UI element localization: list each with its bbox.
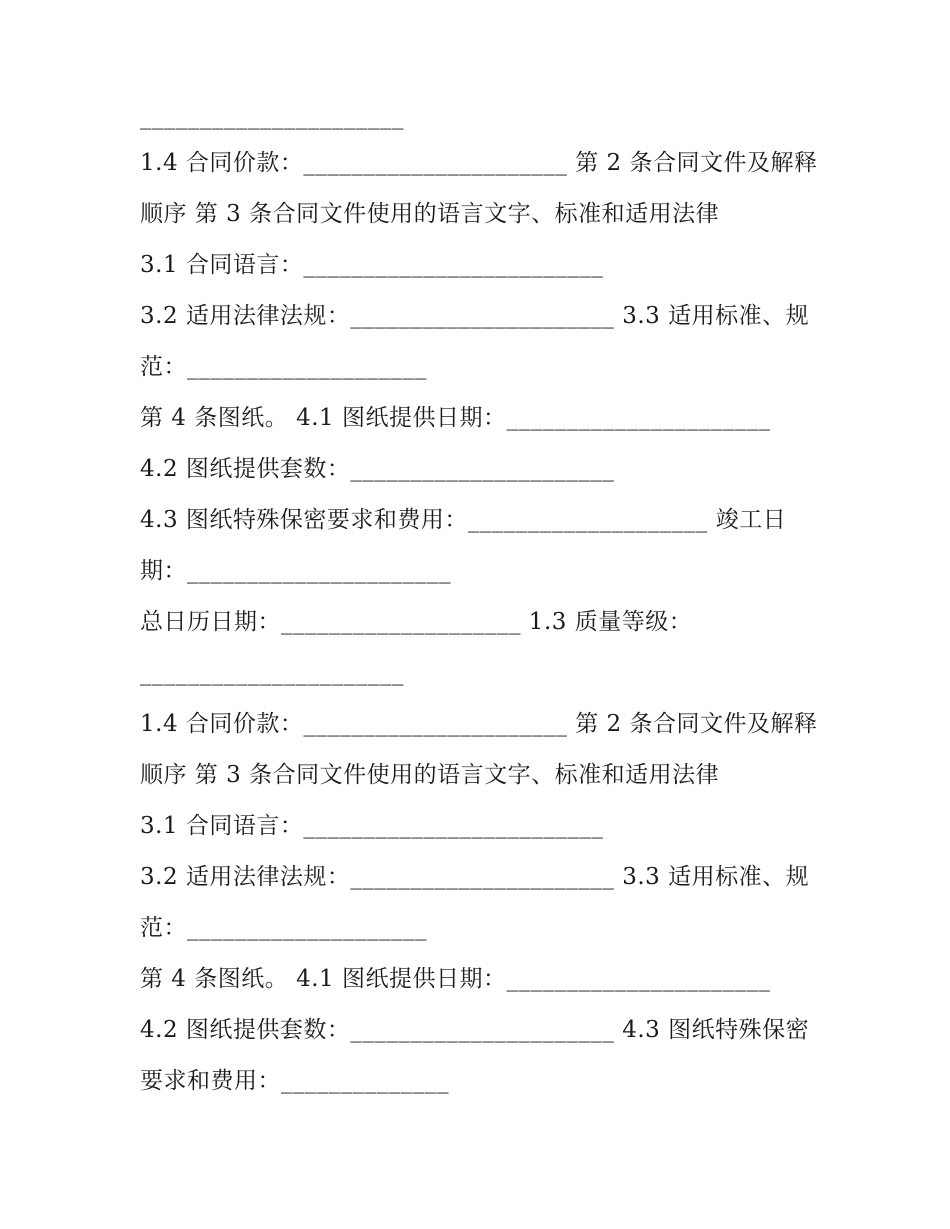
text-line: 第 4 条图纸。 4.1 图纸提供日期：______________________ (140, 405, 771, 431)
text-line: 1.4 合同价款：______________________ 第 2 条合同文件及解释 (140, 711, 818, 737)
text-line: 范：____________________ (140, 354, 427, 380)
document-page (140, 96, 820, 1107)
text-line: 顺序 第 3 条合同文件使用的语言文字、标准和适用法律 (140, 762, 720, 788)
text-line: 3.1 合同语言：_________________________ (140, 252, 604, 278)
text-line: ______________________ (140, 104, 404, 130)
text-line: ______________________ (140, 660, 404, 686)
text-line: 4.2 图纸提供套数：______________________ (140, 456, 615, 482)
text-line: 顺序 第 3 条合同文件使用的语言文字、标准和适用法律 (140, 201, 720, 227)
text-line: 3.1 合同语言：_________________________ (140, 813, 604, 839)
text-line: 4.2 图纸提供套数：______________________ 4.3 图纸特殊保密 (140, 1017, 810, 1043)
text-line: 期：______________________ (140, 558, 451, 584)
text-line: 1.4 合同价款：______________________ 第 2 条合同文件及解释 (140, 150, 818, 176)
text-line: 3.2 适用法律法规：______________________ 3.3 适用标准、规 (140, 303, 810, 329)
text-line: 3.2 适用法律法规：______________________ 3.3 适用标准、规 (140, 864, 810, 890)
text-line: 要求和费用：______________ (140, 1068, 449, 1094)
text-line: 范：____________________ (140, 915, 427, 941)
text-line: 第 4 条图纸。 4.1 图纸提供日期：______________________ (140, 966, 771, 992)
text-line: 4.3 图纸特殊保密要求和费用：____________________ 竣工日 (140, 507, 787, 533)
text-line: 总日历日期：____________________ 1.3 质量等级： (140, 609, 693, 635)
